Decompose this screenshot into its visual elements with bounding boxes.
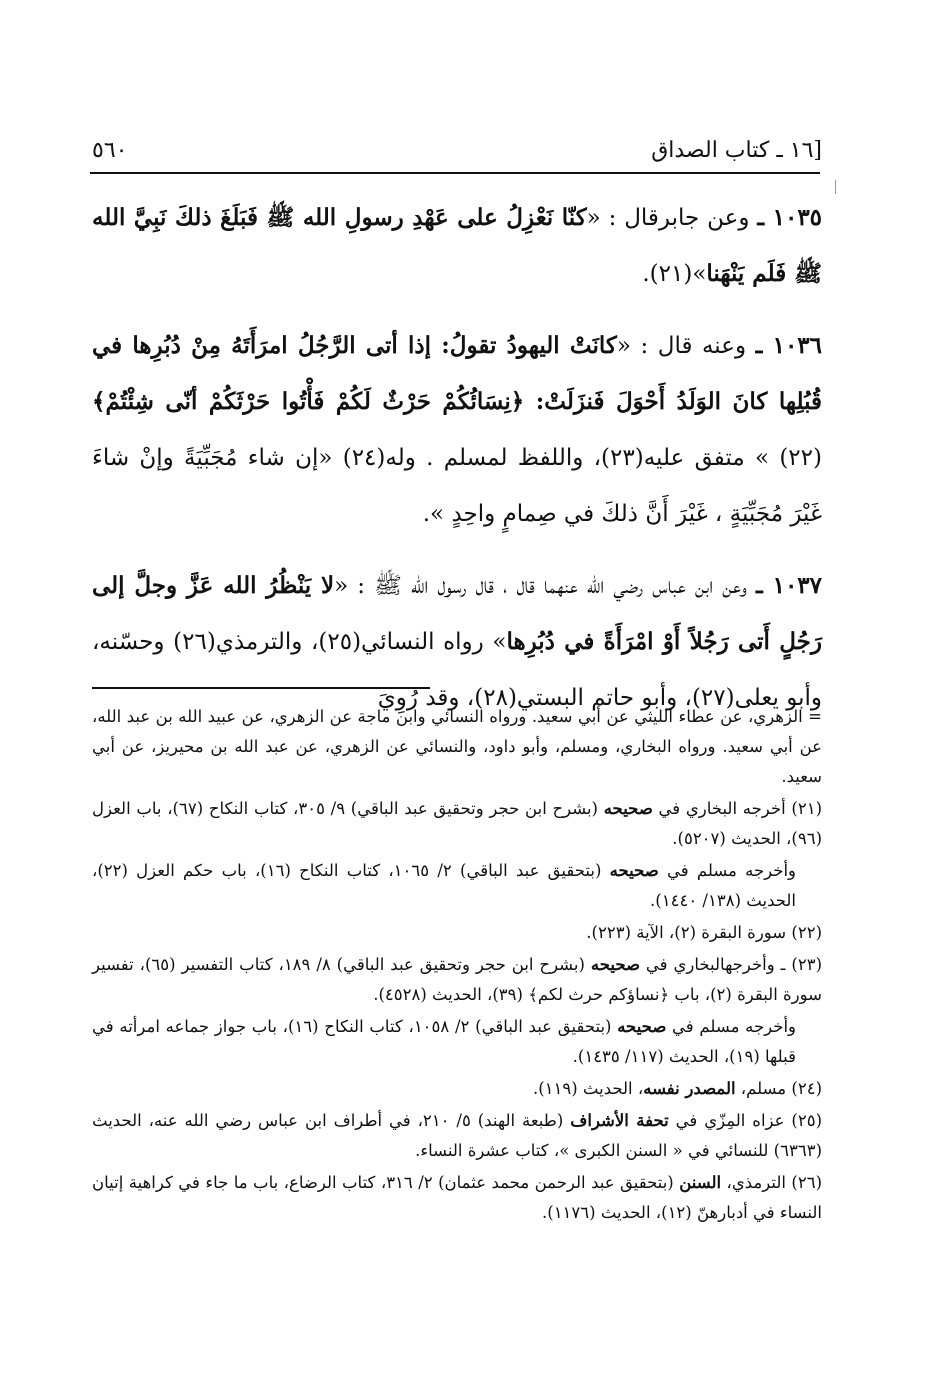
footnote-text: (بتحقيق عبد الباقي) ٢/ ١٠٦٥، كتاب النكاح (١٦)، باب حكم العزل (٢٢)، الحديث (١٣٨/ ١٤٤٠).: [92, 861, 796, 910]
footnote-source-title: صحيحه: [609, 861, 659, 880]
footnote-source-title: صحيحه: [603, 799, 653, 818]
footnote-source-title: السنن: [679, 1173, 722, 1192]
footnote-entry: [92, 856, 822, 916]
footnote-text: (بشرح ابن حجر وتحقيق عبد الباقي) ٩/ ٣٠٥، كتاب النكاح (٦٧)، باب العزل (٩٦)، الحديث (٥٢٠٧).: [92, 799, 822, 848]
hadith-quote: لا يَنْظُرُ الله عَزَّ وجلَّ إلى رَجُلٍ أَتى رَجُلاً أَوْ امْرَأَةً في دُبُرِها: [92, 572, 822, 655]
page-number: ٥٦٠: [92, 138, 128, 163]
hadith-quote: كانَتْ اليهودُ تقولُ: إذا أتى الرَّجُلُ امرَأَتَهُ مِنْ دُبُرِها في قُبُلِها كانَ الوَلَدُ أَحْوَلَ فَنزَلَتْ: ﴿نِسَائُكُمْ حَرْثٌ لَكُمْ فَأْتُوا حَرْثَكُمْ أنّى شِئْتُمْ﴾: [92, 332, 822, 415]
footnote-text: وأخرجه مسلم في: [658, 861, 797, 880]
footnote-rule: [92, 687, 430, 689]
footnote-entry: [92, 1106, 822, 1166]
footnote-text: (طبعة الهند) ٥/ ٢١٠، في أطراف ابن عباس رضي الله عنه، الحديث (٦٣٦٣) للنسائي في « السنن الكبرى »، كتاب عشرة النساء.: [92, 1111, 822, 1160]
footnote-entry: [92, 950, 822, 1010]
hadith-number: ١٠٣٦ ـ: [755, 332, 823, 359]
footnote-text: (بشرح ابن حجر وتحقيق عبد الباقي) ٨/ ١٨٩، كتاب التفسير (٦٥)، تفسير سورة البقرة (٢)، باب ﴿نساؤكم حرث لكم﴾ (٣٩)، الحديث (٤٥٢٨).: [92, 955, 822, 1004]
hadith-ending: » رواه النسائي(٢٥)، والترمذي(٢٦) وحسّنه، وأبو يعلى(٢٧)، وأبو حاتم البستي(٢٨)، وقد رُوِيَ: [92, 629, 822, 711]
hadith-ending: »(٢١).: [642, 261, 707, 287]
margin-mark: [835, 180, 836, 194]
hadith-number: ١٠٣٥ ـ: [757, 204, 823, 231]
footnote-entry: [92, 1074, 822, 1104]
chapter-title: [١٦ ـ كتاب الصداق: [651, 138, 822, 163]
hadith-intro: وعن جابرقال : «: [586, 205, 750, 231]
footnote-text: (٢١) أخرجه البخاري في: [652, 799, 822, 818]
running-header: [92, 126, 822, 166]
footnote-text: ، الحديث (١١٩).: [532, 1079, 644, 1098]
footnote-continuation: [92, 702, 822, 792]
footnote-source-title: صحيحه: [590, 955, 640, 974]
hadith-ending: (٢٢) » متفق عليه(٢٣)، واللفظ لمسلم . وله(٢٤) «إن شاء مُجَبِّيَةً وإنْ شاءَ غَيْرَ مُجَبِّيَةٍ ، غَيْرَ أَنَّ ذلكَ في صِمامٍ واحِدٍ ».: [92, 445, 822, 527]
footnote-text: (٢٥) عزاه المِزّي في: [668, 1111, 822, 1130]
footnote-entry: [92, 918, 822, 948]
footnote-entry: [92, 1012, 822, 1072]
header-rule: [90, 172, 820, 174]
hadith-1036: [92, 318, 822, 542]
main-text: [92, 190, 822, 742]
hadith-1037: [92, 558, 822, 726]
hadith-number: ١٠٣٧ ـ: [756, 572, 823, 599]
footnote-text: = الزهري، عن عطاء الليثي عن أبي سعيد. ورواه النسائي وابن ماجة عن الزهري، عن عبيد الله بن عبد الله، عن أبي سعيد. ورواه البخاري، ومسلم، وأبو داود، والنسائي عن الزهري، عن عبد الله بن محيريز، عن أبي سعيد.: [92, 707, 822, 786]
hadith-intro: وعن ابن عباس رضي الله عنهما قال ، قال رسول الله ﷺ : «: [334, 573, 747, 599]
footnote-text: (٢٤) مسلم،: [735, 1079, 822, 1098]
footnote-text: (٢٢) سورة البقرة (٢)، الآية (٢٢٣).: [586, 923, 822, 942]
footnote-source-title: صحيحه: [617, 1017, 667, 1036]
footnote-text: (بتحقيق عبد الرحمن محمد عثمان) ٢/ ٣١٦، كتاب الرضاع، باب ما جاء في كراهية إتيان النساء في أدبارهنّ (١٢)، الحديث (١١٧٦).: [92, 1173, 822, 1222]
footnote-text: (بتحقيق عبد الباقي) ٢/ ١٠٥٨، كتاب النكاح (١٦)، باب جواز جماعه امرأته في قبلها (١٩)، الحديث (١١٧/ ١٤٣٥).: [92, 1017, 796, 1066]
footnote-text: وأخرجه مسلم في: [666, 1017, 797, 1036]
footnote-entry: [92, 1168, 822, 1228]
hadith-intro: وعنه قال : «: [616, 333, 747, 359]
hadith-quote: كنّا نَعْزِلُ على عَهْدِ رسولِ الله ﷺ فَبَلَغَ ذلكَ نَبِيَّ الله ﷺ فَلَم يَنْهَنا: [92, 204, 822, 287]
footnote-text: (٢٣) ـ وأخرجهالبخاري في: [640, 955, 823, 974]
footnote-entry: [92, 794, 822, 854]
hadith-1035: [92, 190, 822, 302]
footnote-text: (٢٦) الترمذي،: [721, 1173, 822, 1192]
footnote-source-title: المصدر نفسه: [643, 1079, 736, 1098]
footnote-source-title: تحفة الأشراف: [570, 1111, 669, 1130]
footnotes: [92, 702, 822, 1230]
